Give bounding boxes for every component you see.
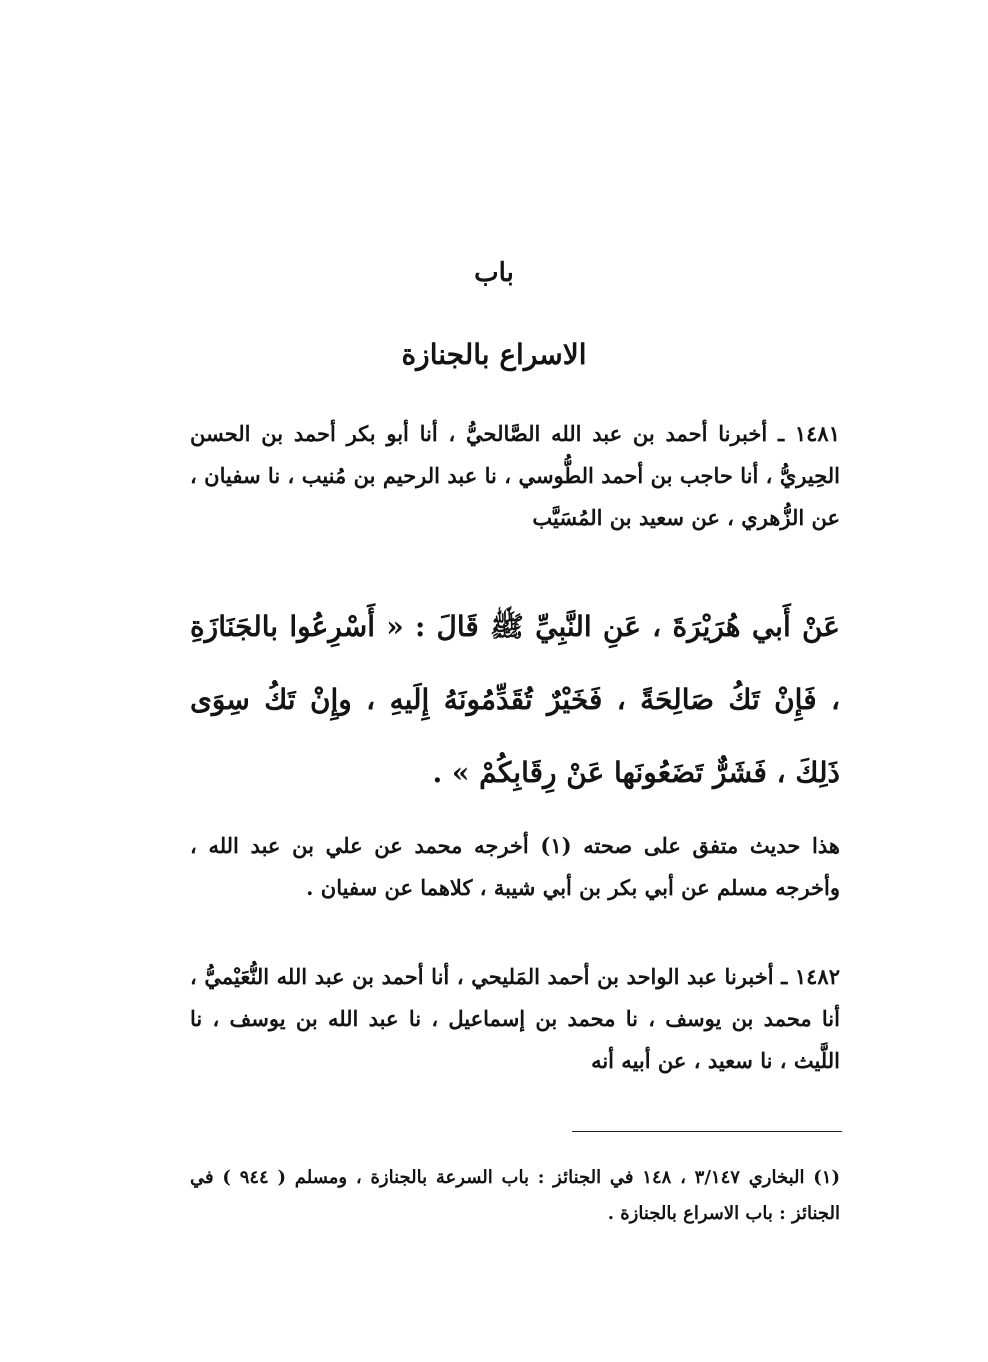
hadith-1481-matn: عَنْ أَبي هُرَيْرَةَ ، عَنِ النَّبِيِّ ﷺ قَالَ : « أَسْرِعُوا بالجَنَازَةِ ، فَإِنْ تَكُ صَالِحَةً ، فَخَيْرٌ تُقَدِّمُونَهُ إِلَيهِ ، وإِنْ تَكُ سِوَى ذَلِكَ ، فَشَرٌّ تَضَعُونَها عَنْ رِقَابِكُمْ » . bbox=[190, 610, 840, 789]
hadith-1481-isnad: ١٤٨١ ـ أخبرنا أحمد بن عبد الله الصَّالحيُّ ، أنا أبو بكر أحمد بن الحسن الحِيريُّ ، أنا حاجب بن أحمد الطُّوسي ، نا عبد الرحيم بن مُنيب ، نا سفيان ، عن الزُّهري ، عن سعيد بن المُسَيَّب bbox=[190, 421, 840, 530]
hadith-1482-isnad: ١٤٨٢ ـ أخبرنا عبد الواحد بن أحمد المَليحي ، أنا أحمد بن عبد الله النُّعَيْميُّ ، أنا محمد بن يوسف ، نا محمد بن إسماعيل ، نا عبد الله بن يوسف ، نا اللَّيث ، نا سعيد ، عن أبيه أنه bbox=[190, 964, 840, 1073]
hadith-1481-commentary: هذا حديث متفق على صحته (١) أخرجه محمد عن علي بن عبد الله ، وأخرجه مسلم عن أبي بكر بن أبي شيبة ، كلاهما عن سفيان . bbox=[190, 833, 840, 900]
footnote: (١) البخاري ٣/١٤٧ ، ١٤٨ في الجنائز : باب السرعة بالجنازة ، ومسلم ( ٩٤٤ ) في الجنائز : باب الاسراع بالجنازة . bbox=[190, 1167, 840, 1224]
chapter-title: الاسراع بالجنازة bbox=[401, 338, 587, 371]
footnote-divider bbox=[572, 1131, 842, 1132]
chapter-heading: باب bbox=[474, 258, 514, 288]
